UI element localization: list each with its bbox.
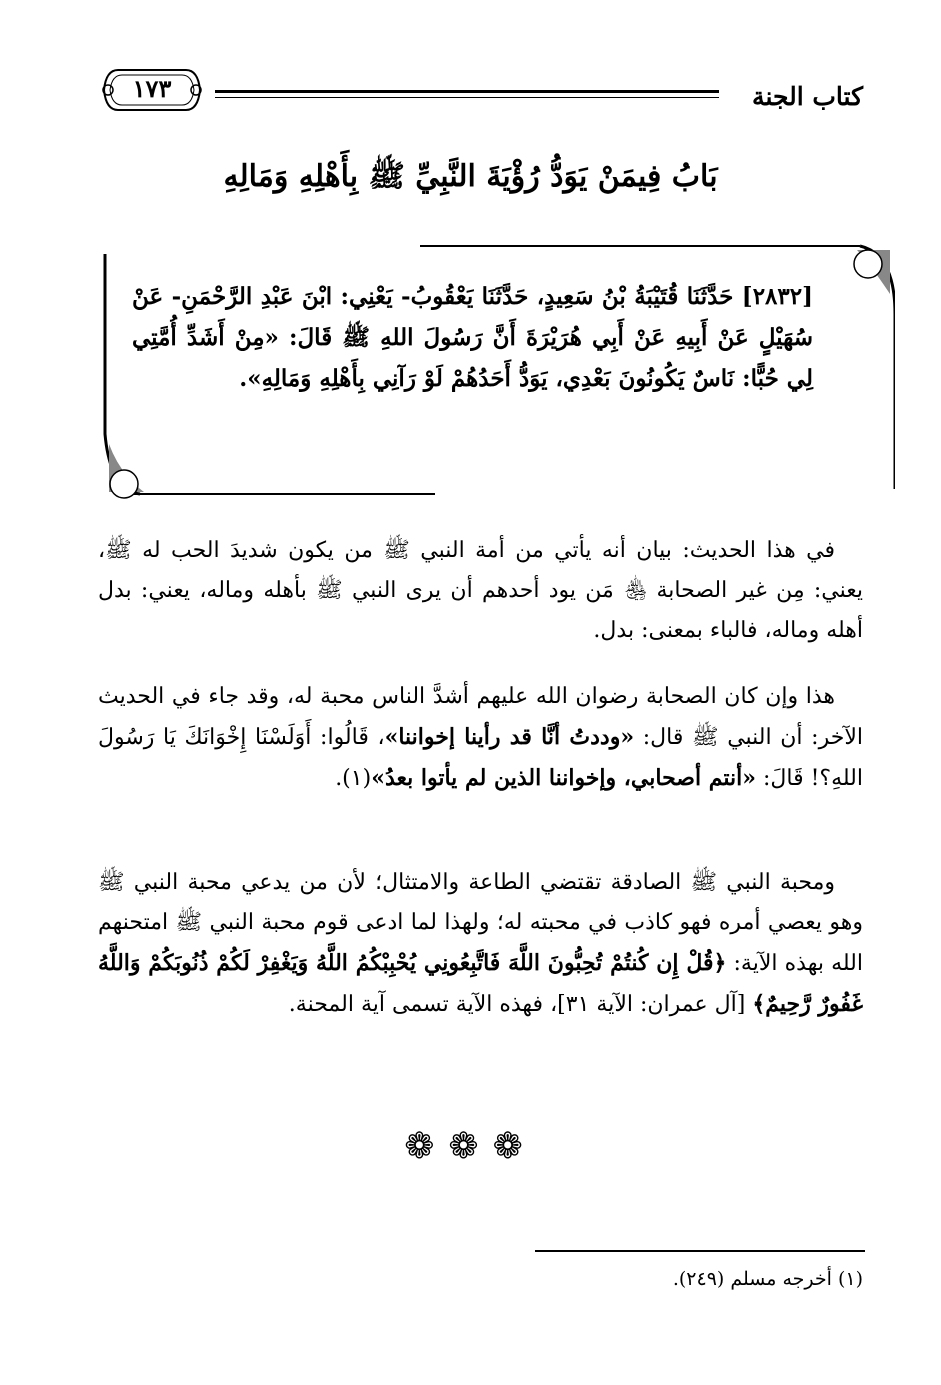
- chapter-title: بَابُ فِيمَنْ يَوَدُّ رُؤْيَةَ النَّبِيِّ ﷺ بِأَهْلِهِ وَمَالِهِ: [223, 159, 718, 194]
- running-header-title: كتاب الجنة: [752, 82, 863, 111]
- section-separator: ❁❁❁: [404, 1126, 537, 1167]
- header-rule-thin: [215, 97, 719, 98]
- footnote-ref: (١).: [335, 766, 372, 791]
- commentary-paragraph-1: في هذا الحديث: بيان أنه يأتي من أمة النبي ﷺ من يكون شديدَ الحب له ﷺ، يعني: مِن غير الصحابة ﵃ مَن يود أحدهم أن يرى النبي ﷺ بأهله وماله، يعني: بدل أهله وماله، فالباء بمعنى: بدل.: [98, 538, 863, 643]
- footnote-rule: [535, 1250, 865, 1252]
- hadith-text: [٢٨٣٢] حَدَّثَنَا قُتَيْبَةُ بْنُ سَعِيدٍ، حَدَّثَنَا يَعْقُوبُ- يَعْنِي: ابْنَ عَبْدِ الرَّحْمَنِ- عَنْ سُهَيْلٍ عَنْ أَبِيهِ عَنْ أَبِي هُرَيْرَةَ أَنَّ رَسُولَ اللهِ ﷺ قَالَ: «مِنْ أَشَدِّ أُمَّتِي لِي حُبًّا: نَاسٌ يَكُونُونَ بَعْدِي، يَوَدُّ أَحَدُهُمْ لَوْ رَآنِي بِأَهْلِهِ وَمَالِهِ».: [132, 283, 813, 392]
- commentary-paragraph-3: ومحبة النبي ﷺ الصادقة تقتضي الطاعة والامتثال؛ لأن من يدعي محبة النبي ﷺ وهو يعصي أمره فهو كاذب في محبته له؛ ولهذا لما ادعى قوم محبة النبي ﷺ امتحنهم الله بهذه الآية: ﴿قُلْ إِن كُنتُمْ تُحِبُّونَ اللَّهَ فَاتَّبِعُونِي يُحْبِبْكُمُ اللَّهُ وَيَغْفِرْ لَكُمْ ذُنُوبَكُمْ وَاللَّهُ غَفُورٌ رَّحِيمٌ﴾ [آل عمران: الآية ٣١]، فهذه الآية تسمى آية المحنة.: [98, 870, 863, 1017]
- hadith-quote-2: «أنتم أصحابي، وإخواننا الذين لم يأتوا بعدُ»: [371, 765, 756, 791]
- commentary-paragraph-2: هذا وإن كان الصحابة رضوان الله عليهم أشدَّ الناس محبة له، وقد جاء في الحديث الآخر: أن النبي ﷺ قال: «وددتُ أنَّا قد رأينا إخواننا»، قَالُوا: أَوَلَسْنَا إِخْوَانَكَ يَا رَسُولَ اللهِ؟! قَالَ: «أنتم أصحابي، وإخواننا الذين لم يأتوا بعدُ»(١).: [98, 684, 863, 791]
- header-rule: [215, 90, 719, 93]
- footnote: (١) أخرجه مسلم (٢٤٩).: [672, 1268, 863, 1290]
- hadith-quote-1: «وددتُ أنَّا قد رأينا إخواننا»: [384, 724, 635, 750]
- quran-verse: ﴿قُلْ إِن كُنتُمْ تُحِبُّونَ اللَّهَ فَاتَّبِعُونِي يُحْبِبْكُمُ اللَّهُ وَيَغْفِرْ لَكُمْ ذُنُوبَكُمْ وَاللَّهُ غَفُورٌ رَّحِيمٌ﴾: [98, 950, 863, 1017]
- page-number: ١٧٣: [132, 74, 172, 103]
